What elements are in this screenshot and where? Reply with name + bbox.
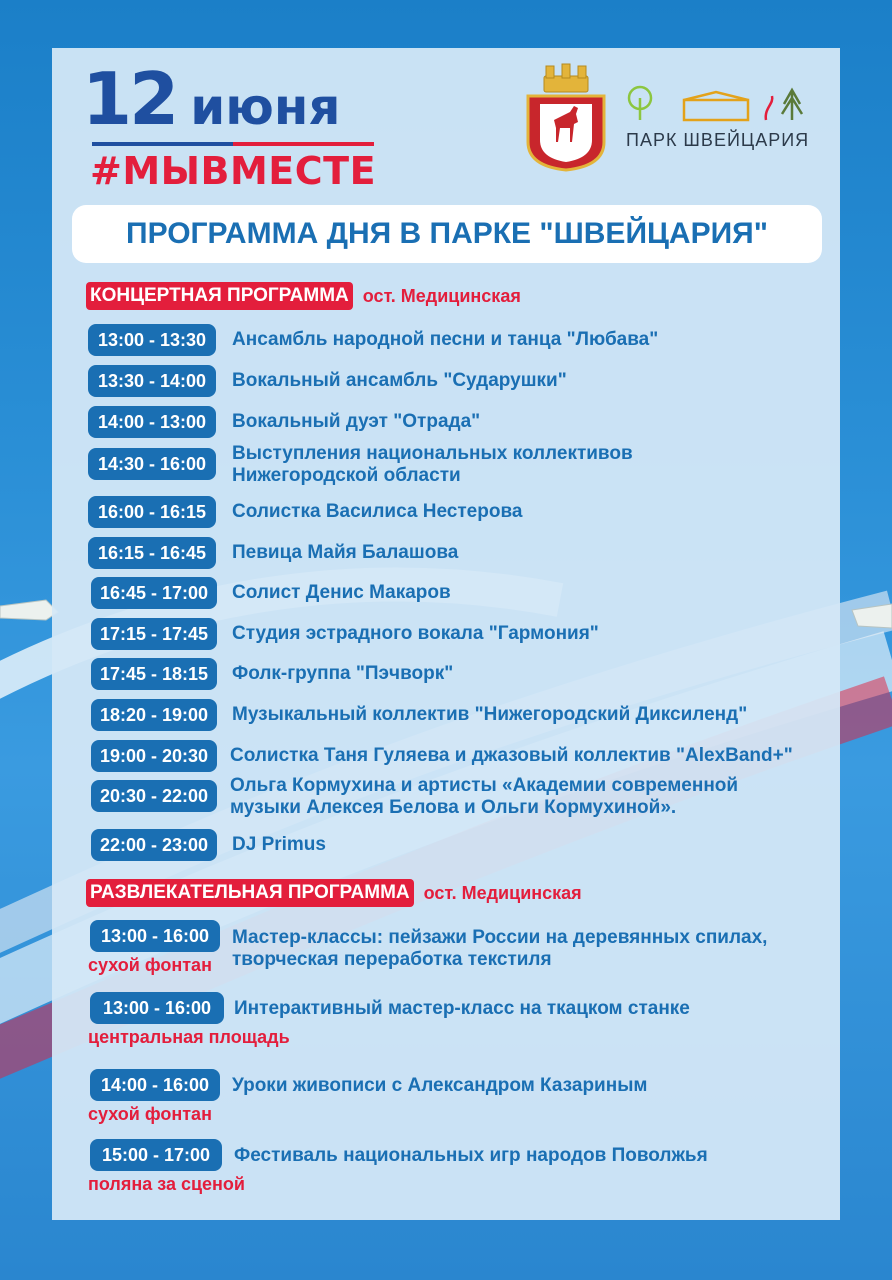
time-badge: 16:45 - 17:00 (91, 577, 217, 609)
time-badge: 14:00 - 13:00 (88, 406, 216, 438)
tricolor-divider (92, 142, 374, 146)
program-title: ПРОГРАММА ДНЯ В ПАРКЕ "ШВЕЙЦАРИЯ" (126, 217, 768, 250)
event-title: Студия эстрадного вокала "Гармония" (232, 623, 599, 644)
event-title: Солистка Таня Гуляева и джазовый коллектив "AlexBand+" (230, 745, 793, 766)
event-venue: центральная площадь (88, 1027, 290, 1047)
time-badge: 19:00 - 20:30 (91, 740, 217, 772)
time-badge: 16:00 - 16:15 (88, 496, 216, 528)
event-title: Фестиваль национальных игр народов Поволжья (234, 1145, 708, 1166)
entertainment-section-header (86, 879, 582, 907)
time-badge: 14:30 - 16:00 (88, 448, 216, 480)
time-badge: 15:00 - 17:00 (90, 1139, 222, 1171)
event-title: Солист Денис Макаров (232, 582, 451, 603)
date-heading (82, 58, 341, 140)
time-badge: 13:00 - 16:00 (90, 920, 220, 952)
event-title: Певица Майя Балашова (232, 542, 459, 563)
event-title: DJ Primus (232, 834, 326, 855)
time-badge: 13:00 - 16:00 (90, 992, 224, 1024)
event-title-line-2: творческая переработка текстиля (232, 949, 552, 970)
event-title-line-2: музыки Алексея Белова и Ольги Кормухиной». (230, 797, 677, 818)
concert-section-label: КОНЦЕРТНАЯ ПРОГРАММА (86, 282, 353, 310)
event-title: Интерактивный мастер-класс на ткацком станке (234, 998, 690, 1019)
event-venue: сухой фонтан (88, 1104, 212, 1124)
event-title-line-1: Выступления национальных коллективов (232, 443, 633, 464)
hashtag: #МЫВМЕСТЕ (90, 149, 377, 193)
event-title: Фолк-группа "Пэчворк" (232, 663, 454, 684)
time-badge: 14:00 - 16:00 (90, 1069, 220, 1101)
time-badge: 13:30 - 14:00 (88, 365, 216, 397)
event-title-line-2: Нижегородской области (232, 465, 461, 486)
event-title: Уроки живописи с Александром Казариным (232, 1075, 648, 1096)
time-badge: 17:45 - 18:15 (91, 658, 217, 690)
time-badge: 20:30 - 22:00 (91, 780, 217, 812)
event-title: Вокальный ансамбль "Сударушки" (232, 370, 567, 391)
time-badge: 16:15 - 16:45 (88, 537, 216, 569)
time-badge: 22:00 - 23:00 (91, 829, 217, 861)
event-title: Солистка Василиса Нестерова (232, 501, 523, 522)
time-badge: 18:20 - 19:00 (91, 699, 217, 731)
time-badge: 17:15 - 17:45 (91, 618, 217, 650)
event-title: Вокальный дуэт "Отрада" (232, 411, 481, 432)
entertainment-section-label: РАЗВЛЕКАТЕЛЬНАЯ ПРОГРАММА (86, 879, 414, 907)
nizhny-novgorod-coat-of-arms-icon (524, 62, 608, 172)
event-title-line-1: Ольга Кормухина и артисты «Академии современной (230, 775, 739, 796)
date-month: июня (190, 78, 341, 136)
entertainment-section-location: ост. Медицинская (423, 882, 582, 903)
event-title: Музыкальный коллектив "Нижегородский Диксиленд" (232, 704, 748, 725)
date-number: 12 (82, 57, 177, 141)
event-title-line-1: Мастер-классы: пейзажи России на деревянных спилах, (232, 927, 768, 948)
event-venue: поляна за сценой (88, 1174, 245, 1194)
concert-section-location: ост. Медицинская (362, 285, 521, 306)
time-badge: 13:00 - 13:30 (88, 324, 216, 356)
concert-section-header (86, 282, 521, 310)
event-venue: сухой фонтан (88, 955, 212, 975)
park-name: ПАРК ШВЕЙЦАРИЯ (626, 130, 810, 150)
event-title: Ансамбль народной песни и танца "Любава" (232, 329, 659, 350)
title-banner (72, 205, 822, 263)
